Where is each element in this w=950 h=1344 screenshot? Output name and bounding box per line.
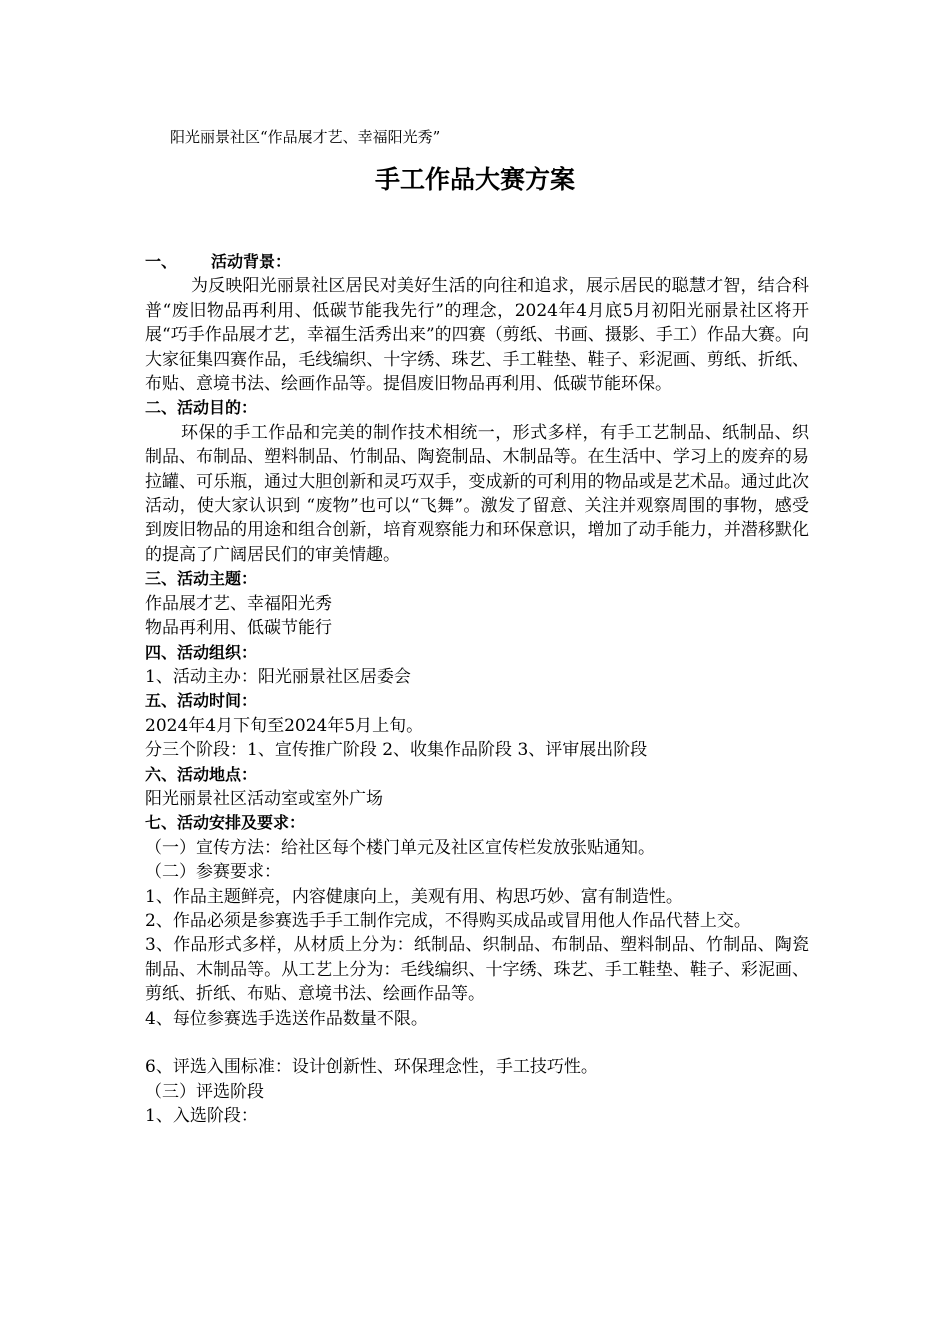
blank-line xyxy=(145,1031,809,1055)
section-number: 一、 xyxy=(145,252,178,271)
section-heading-arrangements: 七、活动安排及要求： xyxy=(145,813,306,833)
stages-line: 分三个阶段：1、宣传推广阶段 2、收集作品阶段 3、评审展出阶段 xyxy=(145,740,648,761)
paragraph-purpose: 环保的手工作品和完美的制作技术相统一，形式多样，有手工艺制品、纸制品、织制品、布制品、塑料制品、竹制品、陶瓷制品、木制品等。在生活中、学习上的废弃的易拉罐、可乐瓶，通过大胆创新和灵巧双手，变成新的可利用的物品或是艺术品。通过此次活动，使大家认识到 “废物”也可以“飞舞”。激发了留意、关注并观察周围的事物，感受到废旧物品的用途和组合创新，培育观察能力和环保意识，增加了动手能力，并潜移默化的提高了广阔居民们的审美情趣。 xyxy=(145,422,809,565)
arrangement-item: （三）评选阶段 xyxy=(145,1081,264,1102)
section-heading-location: 六、活动地点： xyxy=(145,764,258,784)
paragraph-background: 为反映阳光丽景社区居民对美好生活的向往和追求，展示居民的聪慧才智，结合科普“废旧物品再利用、低碳节能我先行”的理念，2024年4月底5月初阳光丽景社区将开展“巧手作品展才艺，幸福生活秀出来”的四赛（剪纸、书画、摄影、手工）作品大赛。向大家征集四赛作品，毛线编织、十字绣、珠艺、手工鞋垫、鞋子、彩泥画、剪纸、折纸、布贴、意境书法、绘画作品等。提倡废旧物品再利用、低碳节能环保。 xyxy=(145,276,809,395)
time-line: 2024年4月下旬至2024年5月上旬。 xyxy=(145,715,424,736)
theme-line: 作品展才艺、幸福阳光秀 xyxy=(145,593,332,614)
document-subtitle: 阳光丽景社区“作品展才艺、幸福阳光秀” xyxy=(170,128,441,146)
stage-item: 1、入选阶段： xyxy=(145,1106,258,1127)
document-body xyxy=(145,250,809,1129)
requirement-item: 2、作品必须是参赛选手手工制作完成，不得购买成品或冒用他人作品代替上交。 xyxy=(145,910,751,931)
requirement-item: 3、作品形式多样，从材质上分为：纸制品、织制品、布制品、塑料制品、竹制品、陶瓷制品、木制品等。从工艺上分为：毛线编织、十字绣、珠艺、手工鞋垫、鞋子、彩泥画、剪纸、折纸、布贴、意境书法、绘画作品等。 xyxy=(145,935,809,1005)
requirement-item: 6、评选入围标准：设计创新性、环保理念性，手工技巧性。 xyxy=(145,1057,598,1078)
arrangement-item: （二）参赛要求： xyxy=(145,862,281,883)
section-heading-theme: 三、活动主题： xyxy=(145,569,258,589)
theme-line: 物品再利用、低碳节能行 xyxy=(145,618,332,639)
requirement-item: 4、每位参赛选手选送作品数量不限。 xyxy=(145,1008,428,1029)
section-heading-time: 五、活动时间： xyxy=(145,691,258,711)
document-title: 手工作品大赛方案 xyxy=(374,165,575,194)
location-line: 阳光丽景社区活动室或室外广场 xyxy=(145,788,383,809)
section-heading-background xyxy=(145,250,809,274)
arrangement-item: （一）宣传方法：给社区每个楼门单元及社区宣传栏发放张贴通知。 xyxy=(145,837,655,858)
requirement-item: 1、作品主题鲜亮，内容健康向上，美观有用、构思巧妙、富有制造性。 xyxy=(145,886,683,907)
section-heading-purpose: 二、活动目的： xyxy=(145,398,258,418)
organization-line: 1、活动主办：阳光丽景社区居委会 xyxy=(145,666,411,687)
section-heading-organization: 四、活动组织： xyxy=(145,642,258,662)
section-heading-text: 活动背景： xyxy=(211,252,292,271)
